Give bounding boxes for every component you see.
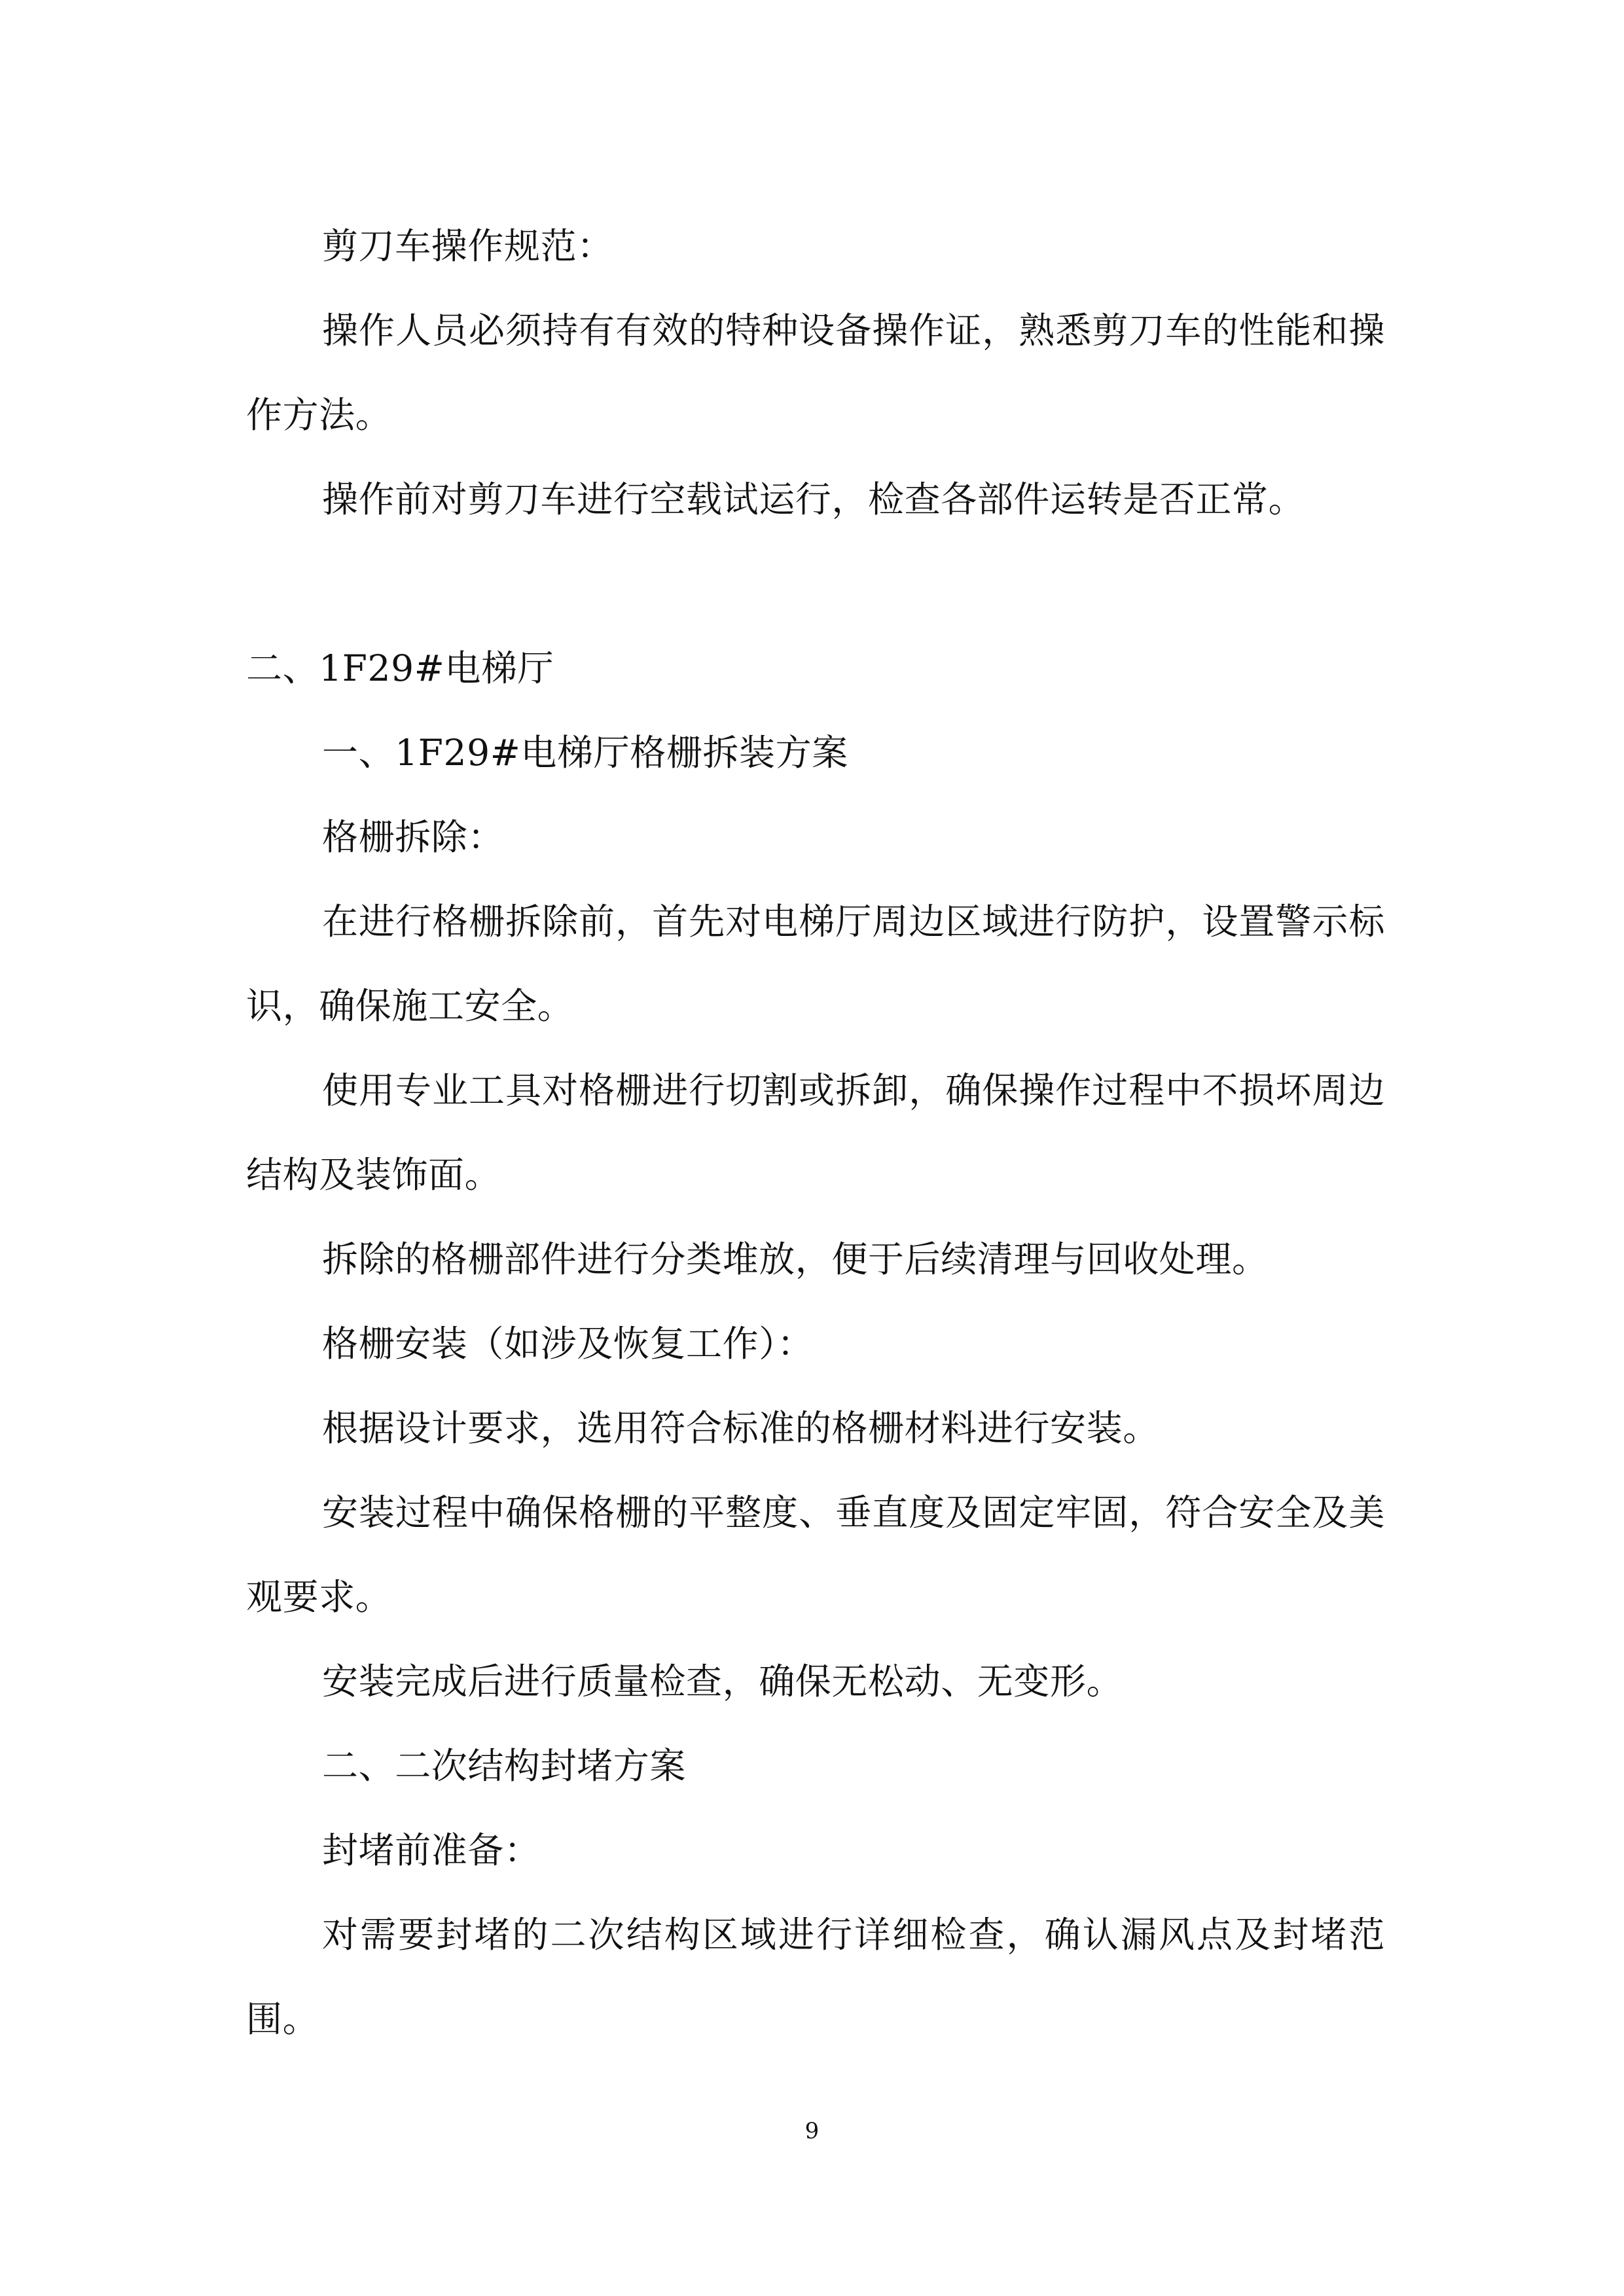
paragraph-sorting: 拆除的格栅部件进行分类堆放，便于后续清理与回收处理。 [322, 1238, 1269, 1280]
paragraph-sealing-prep-heading: 封堵前准备： [322, 1829, 541, 1871]
paragraph-grille-install-heading: 格栅安装（如涉及恢复工作）： [322, 1323, 814, 1365]
subsection-heading-grille-plan: 一、1F29#电梯厅格栅拆装方案 [322, 732, 848, 774]
document-body [246, 204, 1385, 2062]
paragraph-operator-certificate: 操作人员必须持有有效的特种设备操作证，熟悉剪刀车的性能和操作方法。 [246, 310, 1385, 436]
paragraph-protection: 在进行格栅拆除前，首先对电梯厅周边区域进行防护，设置警示标识，确保施工安全。 [246, 901, 1385, 1027]
paragraph-inspection: 对需要封堵的二次结构区域进行详细检查，确认漏风点及封堵范围。 [246, 1914, 1385, 2040]
paragraph-grille-removal-heading: 格栅拆除： [322, 816, 505, 858]
subsection-heading-sealing-plan: 二、二次结构封堵方案 [322, 1745, 687, 1787]
paragraph-trial-run: 操作前对剪刀车进行空载试运行，检查各部件运转是否正常。 [322, 478, 1305, 520]
paragraph-cutting-tools: 使用专业工具对格栅进行切割或拆卸，确保操作过程中不损坏周边结构及装饰面。 [246, 1069, 1385, 1196]
paragraph-design-requirements: 根据设计要求，选用符合标准的格栅材料进行安装。 [322, 1407, 1159, 1449]
paragraph-quality-check: 安装完成后进行质量检查，确保无松动、无变形。 [322, 1660, 1123, 1702]
page-number: 9 [804, 2118, 820, 2144]
section-heading-elevator-hall: 二、1F29#电梯厅 [246, 647, 554, 689]
paragraph-scissor-lift-heading: 剪刀车操作规范： [322, 225, 613, 267]
paragraph-flatness: 安装过程中确保格栅的平整度、垂直度及固定牢固，符合安全及美观要求。 [246, 1492, 1385, 1618]
